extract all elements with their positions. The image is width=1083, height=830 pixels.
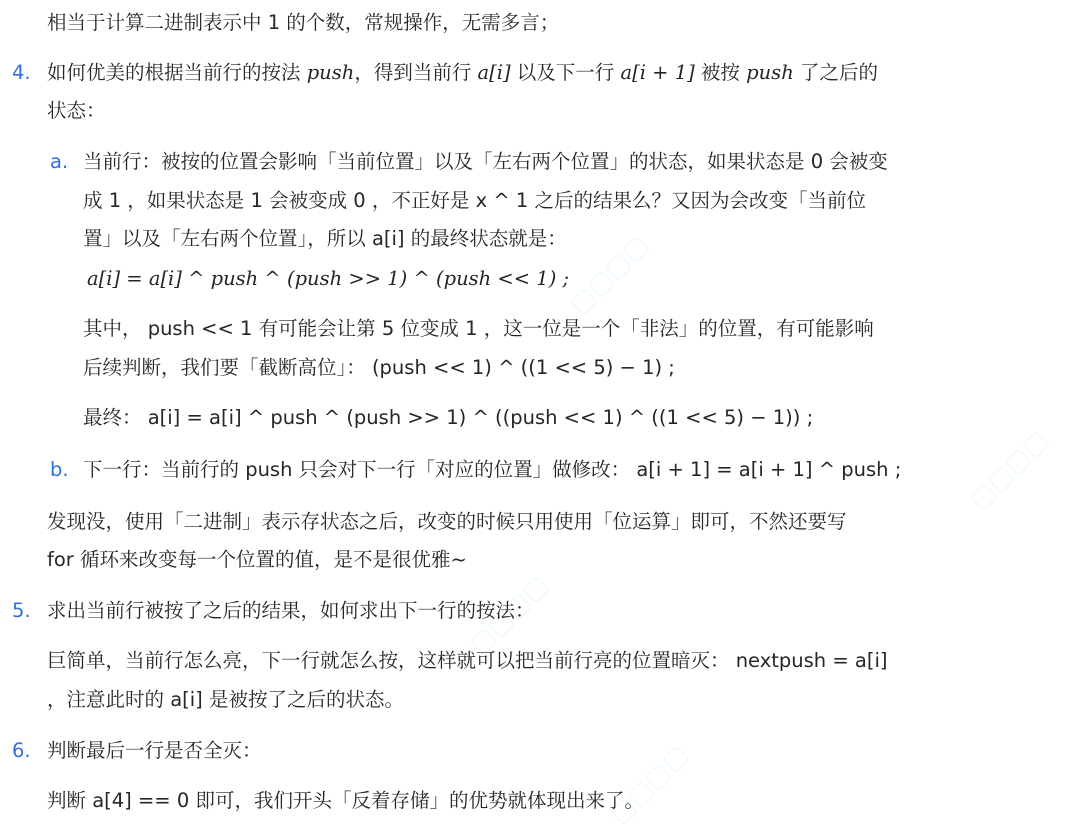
note-line1: 发现没，使用「二进制」表示存状态之后，改变的时候只用使用「位运算」即可，不然还要写 [47, 510, 847, 533]
item-4-line1: 如何优美的根据当前行的按法 push，得到当前行 a[i] 以及下一行 a[i + 1] 被按 push 了之后的 [47, 61, 878, 84]
sub-a-line1: 当前行：被按的位置会影响「当前位置」以及「左右两个位置」的状态，如果状态是 0 会被变 [83, 150, 888, 173]
sub-a-line3: 置」以及「左右两个位置」，所以 a[i] 的最终状态就是： [83, 227, 567, 250]
watermark: ▢▢▢▢ [463, 569, 555, 661]
item-6-title: 判断最后一行是否全灭： [47, 739, 262, 762]
item-6-body: 判断 a[4] == 0 即可，我们开头「反着存储」的优势就体现出来了。 [47, 789, 644, 812]
sub-a-line2: 成 1 ，如果状态是 1 会被变成 0 ，不正好是 x ^ 1 之后的结果么？又因为会改变「当前位 [83, 189, 866, 212]
formula-1: a[i] = a[i] ^ push ^ (push >> 1) ^ (push << 1) ; [87, 267, 570, 290]
item-5-body-line1: 巨简单，当前行怎么亮，下一行就怎么按，这样就可以把当前行亮的位置暗灭： nextpush = a[i] [47, 649, 888, 672]
watermark: ▢▢▢▢ [563, 229, 655, 321]
item-5-title: 求出当前行被按了之后的结果，如何求出下一行的按法： [47, 599, 535, 622]
intro-text: 相当于计算二进制表示中 1 的个数，常规操作，无需多言； [47, 11, 560, 34]
sub-a-p2-line2: 后续判断，我们要「截断高位」： (push << 1) ^ ((1 << 5) − 1) ; [83, 356, 675, 379]
watermark: ▢▢▢▢ [963, 424, 1055, 516]
watermark: ▢▢▢▢ [603, 739, 695, 830]
list-number-6: 6. [12, 739, 31, 762]
sub-a-label: a. [50, 150, 69, 173]
sub-b-label: b. [50, 458, 69, 481]
item-4-line2: 状态： [47, 99, 106, 122]
item-5-body-line2: ，注意此时的 a[i] 是被按了之后的状态。 [47, 688, 404, 711]
note-line2: for 循环来改变每一个位置的值，是不是很优雅~ [47, 548, 467, 571]
sub-b-text: 下一行：当前行的 push 只会对下一行「对应的位置」做修改： a[i + 1] = a[i + 1] ^ push ; [83, 458, 902, 481]
list-number-5: 5. [12, 599, 31, 622]
sub-a-p2-line1: 其中， push << 1 有可能会让第 5 位变成 1 ，这一位是一个「非法」的位置，有可能影响 [83, 317, 874, 340]
sub-a-final: 最终： a[i] = a[i] ^ push ^ (push >> 1) ^ ((push << 1) ^ ((1 << 5) − 1)) ; [83, 406, 814, 429]
list-number-4: 4. [12, 61, 31, 84]
